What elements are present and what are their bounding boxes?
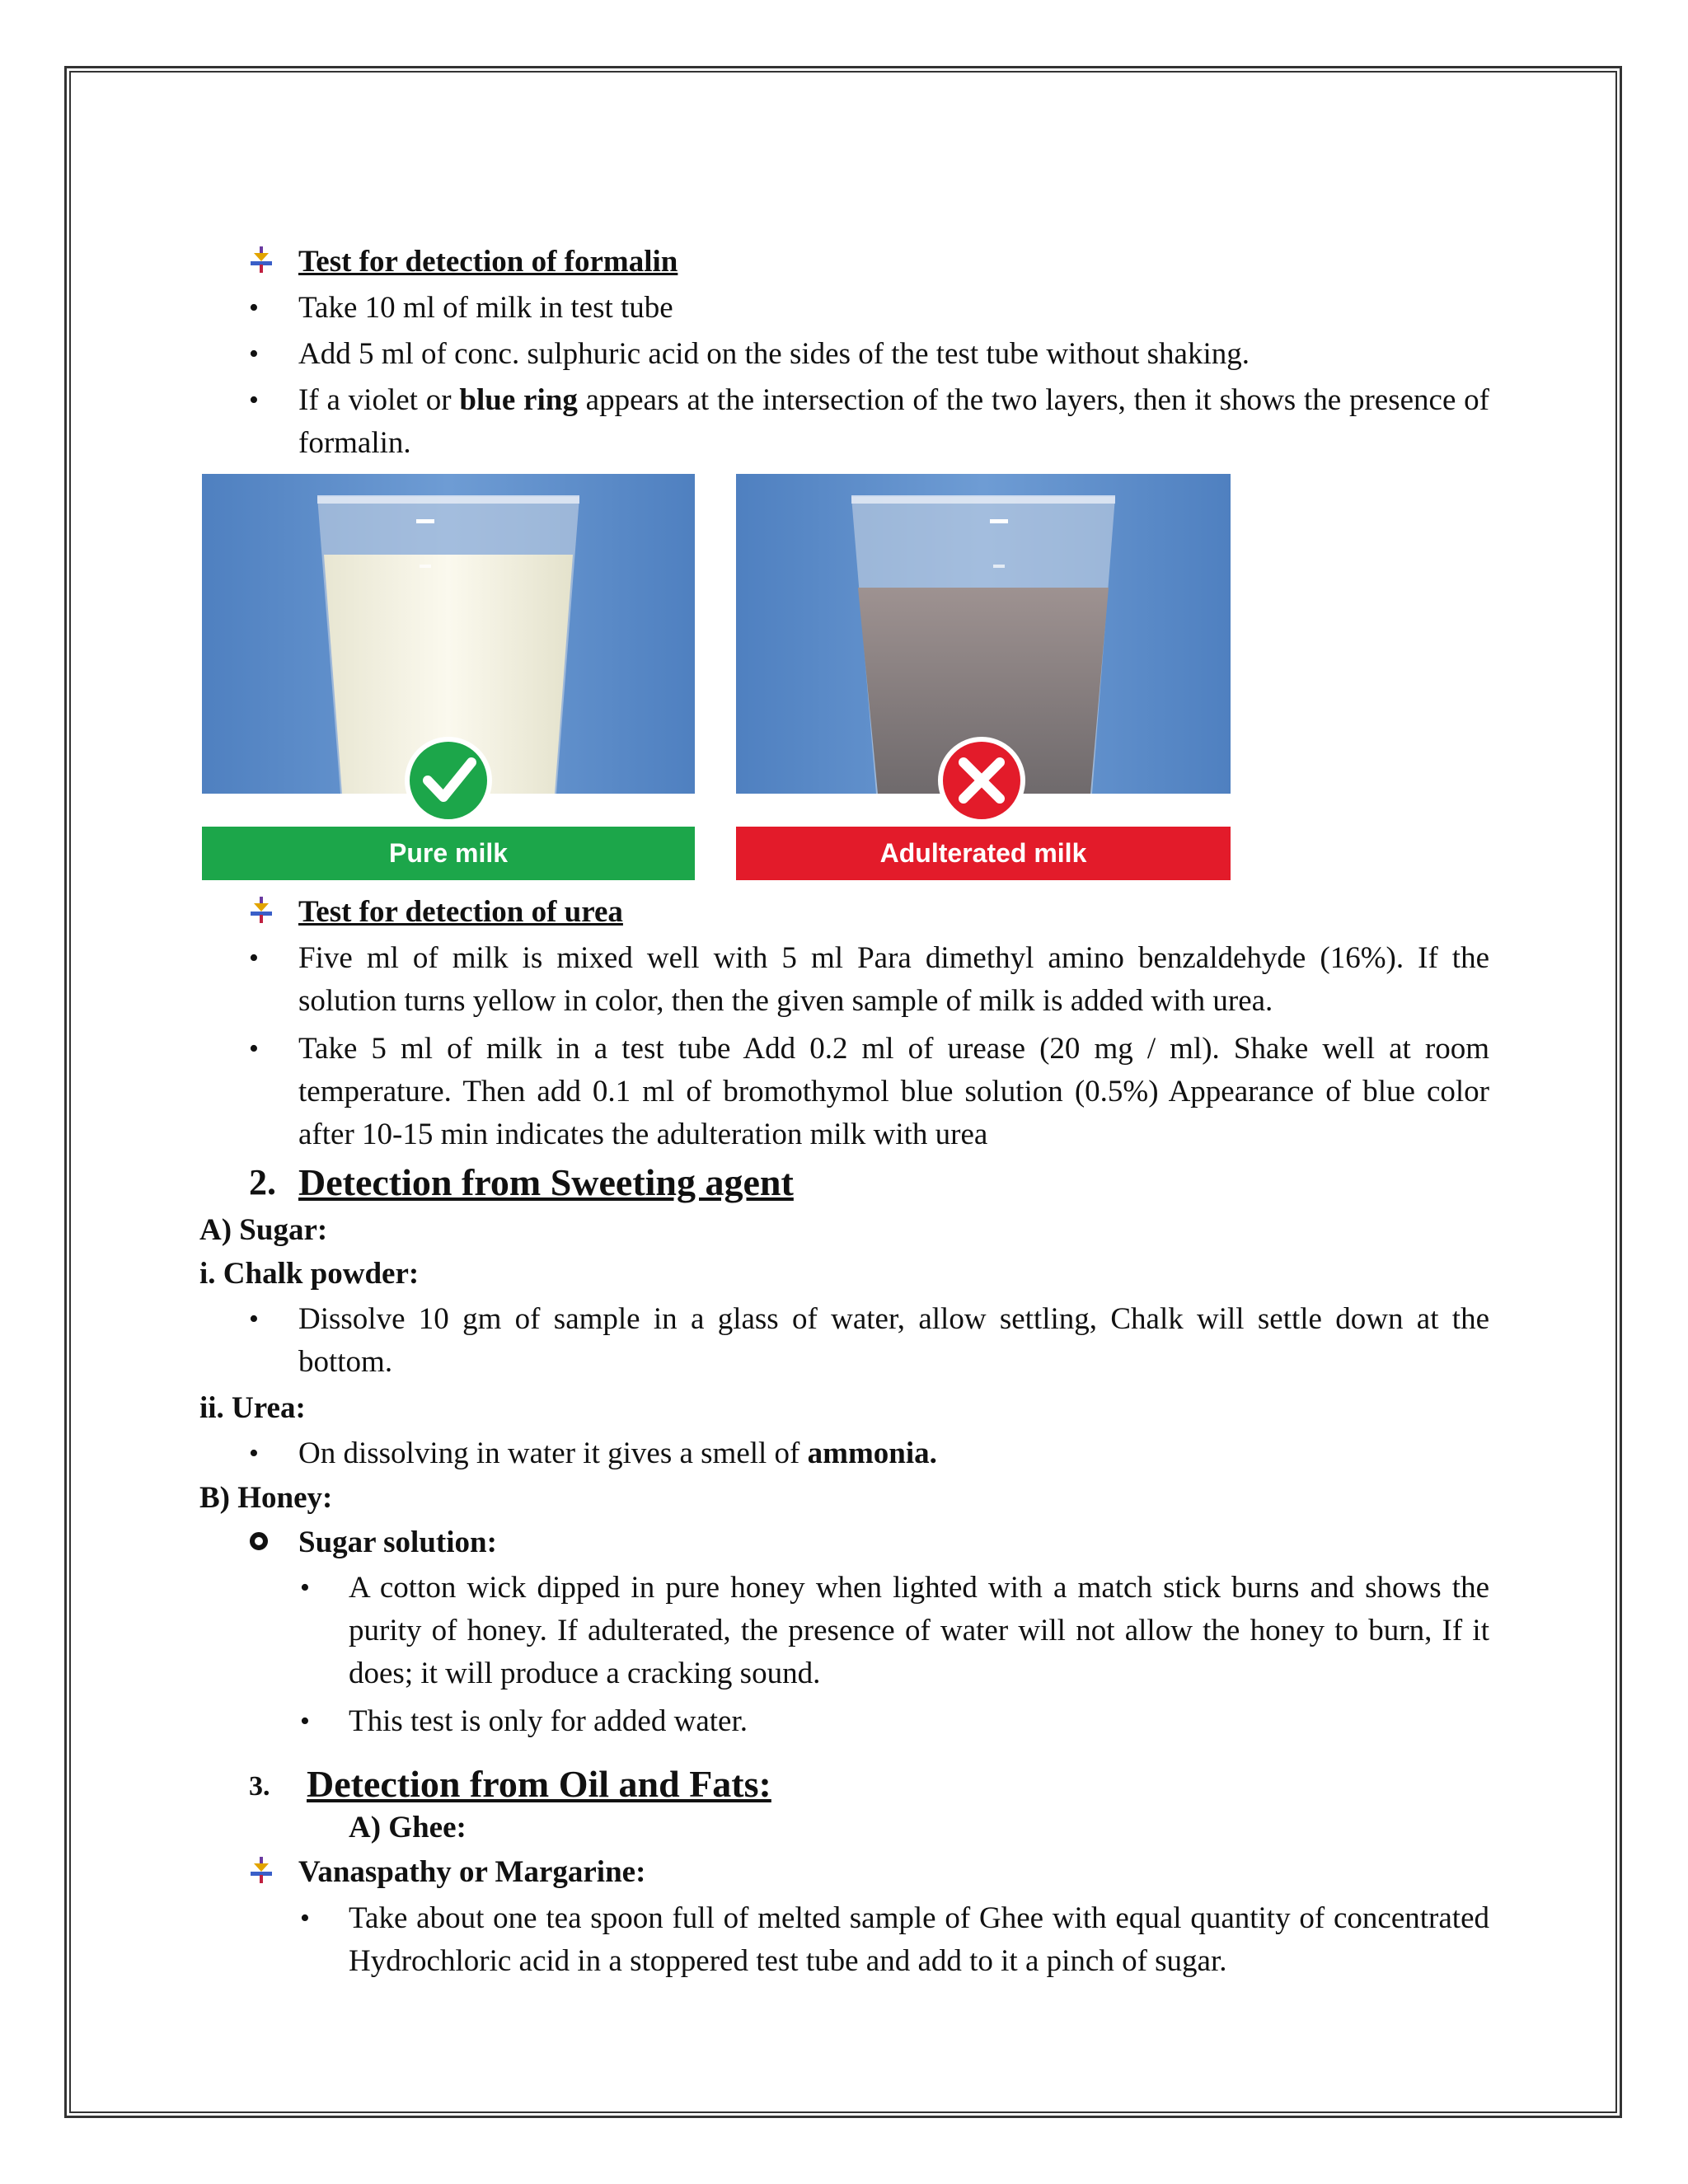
honey-heading: B) Honey:: [199, 1481, 333, 1515]
sugar-solution-heading: Sugar solution:: [298, 1526, 497, 1559]
sugar-heading: A) Sugar:: [199, 1213, 328, 1247]
section-2-number: 2.: [249, 1162, 276, 1202]
bullet-dot: •: [249, 339, 259, 369]
bullet-dot: •: [300, 1706, 310, 1736]
urea-sweet-step-1: On dissolving in water it gives a smell of ammonia.: [298, 1436, 937, 1470]
urea-step-2: Take 5 ml of milk in a test tube Add 0.2 ml of urease (20 mg / ml). Shake well at room temperature. Then add 0.1 ml of bromothymol blue solution (0.5%) Appearance of blue color after 10-15 min indicates the adulteration milk with urea: [298, 1032, 1489, 1151]
vanaspathy-heading: Vanaspathy or Margarine:: [298, 1855, 646, 1889]
pure-milk-label: Pure milk: [388, 838, 509, 868]
section-3-title: Detection from Oil and Fats:: [307, 1763, 771, 1805]
circle-bullet-icon: [250, 1532, 268, 1550]
bullet-dot: •: [249, 1304, 259, 1334]
adulterated-milk-image: [736, 474, 1231, 880]
bullet-dot: •: [249, 1438, 259, 1469]
bullet-dot: •: [249, 943, 259, 973]
arrow-bullet-icon: [249, 246, 274, 273]
adulterated-milk-label: Adulterated milk: [879, 838, 1087, 868]
urea-subheading: ii. Urea:: [199, 1391, 306, 1425]
formalin-heading: Test for detection of formalin: [298, 245, 678, 279]
bullet-dot: •: [300, 1903, 310, 1933]
section-2-title: Detection from Sweeting agent: [298, 1161, 794, 1203]
urea-heading: Test for detection of urea: [298, 895, 623, 929]
bullet-dot: •: [249, 1033, 259, 1064]
pure-milk-image: [202, 474, 695, 880]
arrow-bullet-icon: [249, 897, 274, 923]
urea-step-1: Five ml of milk is mixed well with 5 ml Para dimethyl amino benzaldehyde (16%). If the solution turns yellow in color, then the given sample of milk is added with urea.: [298, 941, 1489, 1018]
bullet-dot: •: [249, 385, 259, 415]
formalin-step-3: If a violet or blue ring appears at the intersection of the two layers, then it shows the presence of formalin.: [298, 383, 1489, 460]
ghee-heading: A) Ghee:: [349, 1811, 467, 1844]
section-3-number: 3.: [249, 1771, 270, 1802]
formalin-step-2: Add 5 ml of conc. sulphuric acid on the sides of the test tube without shaking.: [298, 337, 1250, 371]
honey-step-2: This test is only for added water.: [349, 1704, 748, 1738]
bullet-dot: •: [300, 1572, 310, 1603]
bullet-dot: •: [249, 293, 259, 323]
arrow-bullet-icon: [249, 1857, 274, 1883]
ghee-step-1: Take about one tea spoon full of melted sample of Ghee with equal quantity of concentrated Hydrochloric acid in a stoppered test tube and add to it a pinch of sugar.: [349, 1901, 1489, 1978]
chalk-step-1: Dissolve 10 gm of sample in a glass of water, allow settling, Chalk will settle down at the bottom.: [298, 1302, 1489, 1379]
formalin-step-1: Take 10 ml of milk in test tube: [298, 291, 673, 325]
honey-step-1: A cotton wick dipped in pure honey when lighted with a match stick burns and shows the purity of honey. If adulterated, the presence of water will not allow the honey to burn, If it does; it will produce a cracking sound.: [349, 1571, 1489, 1690]
chalk-heading: i. Chalk powder:: [199, 1257, 420, 1291]
